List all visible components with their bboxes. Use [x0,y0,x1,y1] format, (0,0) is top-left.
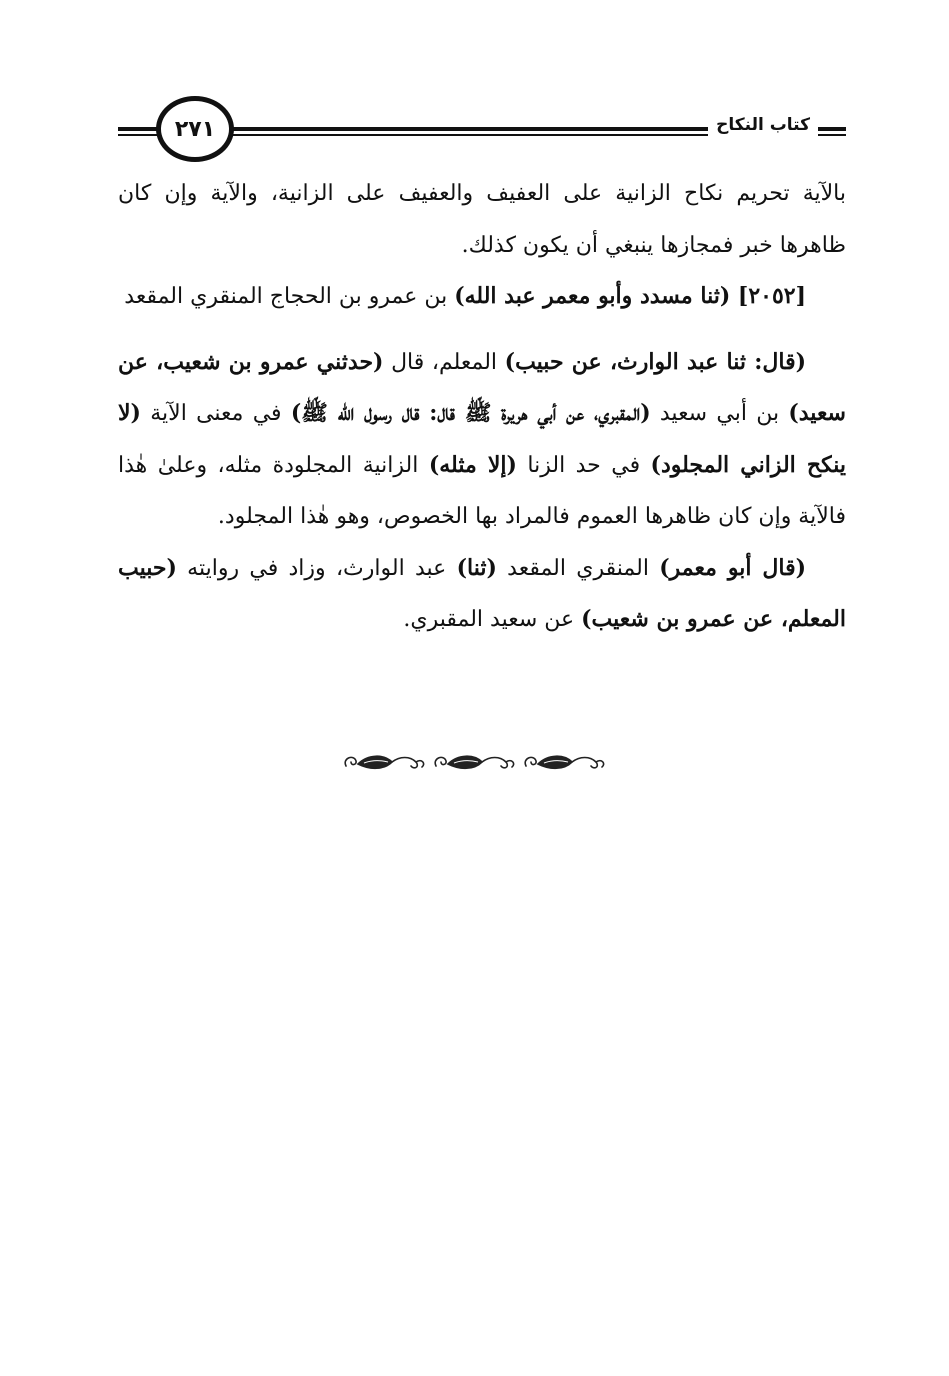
bold-text-segment: (قال: ثنا عبد الوارث، عن حبيب) [504,348,806,375]
text-segment: عن سعيد المقبري. [403,607,582,632]
bold-text-segment: (ثنا) [456,554,497,581]
paragraph [118,168,846,271]
text-segment: الزانية المجلودة مثله، وعلىٰ هٰذا فالآية وإن كان ظاهرها العموم فالمراد بها الخصوص، وهو هٰذا المجلود. [118,452,846,529]
bold-text-segment: (حبيب المعلم، عن عمرو بن شعيب) [118,554,846,632]
text-segment: بن أبي سعيد [650,401,789,426]
floral-divider-icon [340,748,610,778]
bold-text-segment: (حدثني عمرو بن شعيب، عن سعيد) [118,348,846,426]
page-header [118,96,846,168]
bold-text-segment: [٢٠٥٢] (ثنا مسدد وأبو معمر عبد الله) [454,283,806,309]
paragraph [118,337,846,543]
body-text [118,168,846,646]
bold-text-segment: (إلا مثله) [428,451,517,478]
bold-text-segment: (قال أبو معمر) [659,554,806,581]
text-segment: المنقري المقعد [496,555,660,581]
text-segment: عبد الوارث، وزاد في روايته [176,555,457,581]
ornament-divider [0,748,949,778]
text-segment: المعلم، قال [383,349,505,375]
text-segment: في معنى الآية [140,401,291,426]
text-segment: بن عمرو بن الحجاج المنقري المقعد [124,284,455,309]
floral-motif-icon [435,756,513,768]
bold-text-segment: (لا ينكح الزاني المجلود) [118,400,847,478]
text-segment: بالآية تحريم نكاح الزانية على العفيف والعفيف على الزانية، والآية وإن كان ظاهرها خبر فمجازها ينبغي أن يكون كذلك. [118,181,846,258]
floral-motif-icon [345,756,423,768]
bold-text-segment: (المقبري، عن أبي هريرة ﷺ قال: قال رسول الله ﷺ) [290,400,651,426]
paragraph [118,271,846,323]
floral-motif-icon [525,756,603,768]
running-title: كتاب النكاح [708,110,818,140]
paragraph [118,543,846,646]
text-segment: في حد الزنا [516,452,651,478]
page-number-badge: ٢٧١ [156,96,234,162]
